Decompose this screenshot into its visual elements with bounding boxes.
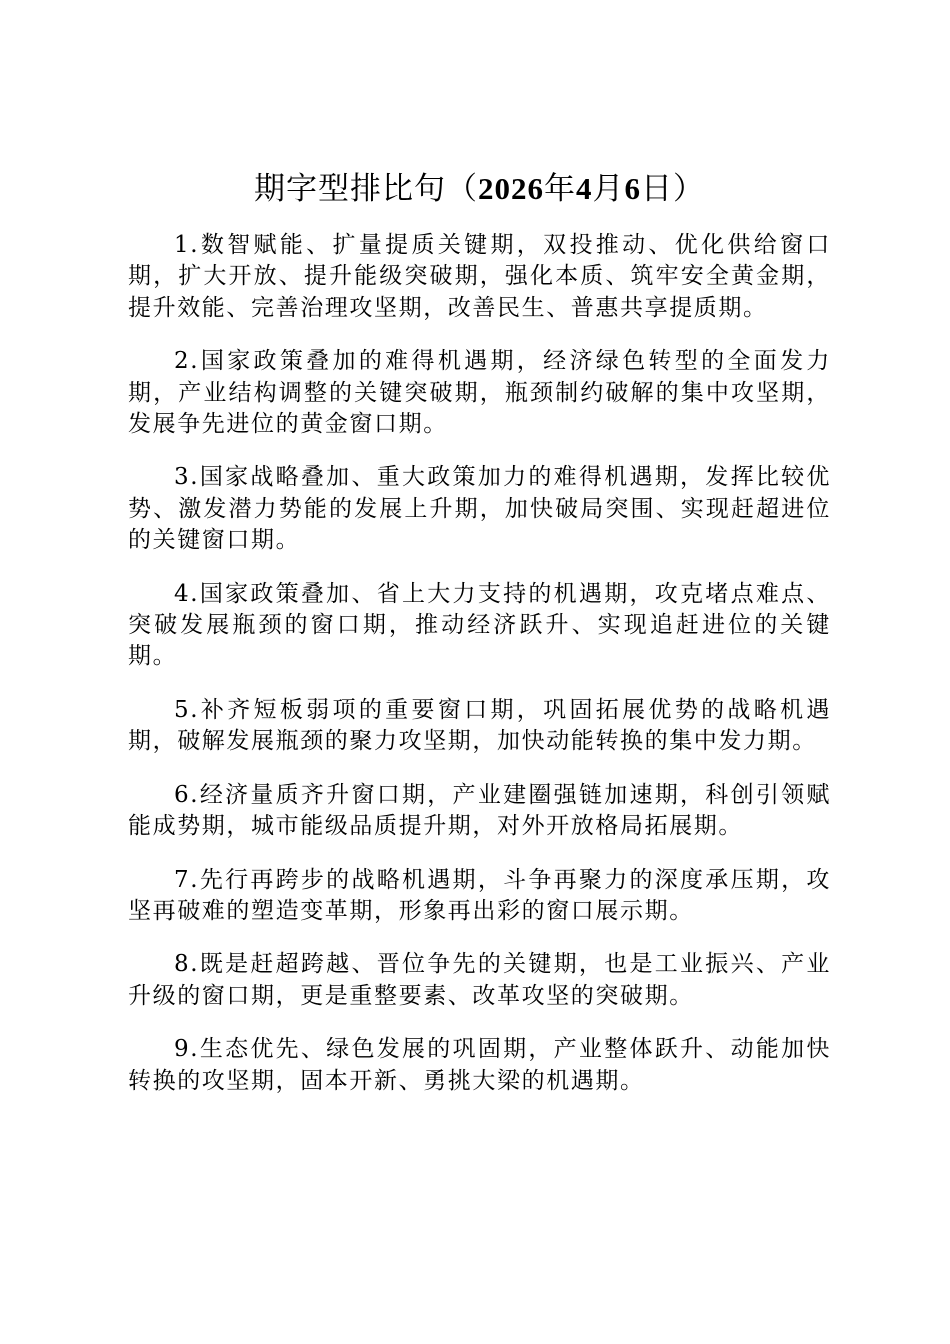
- paragraph-1: 1.数智赋能、扩量提质关键期，双投推动、优化供给窗口期，扩大开放、提升能级突破期，强化本质、筑牢安全黄金期，提升效能、完善治理攻坚期，改善民生、普惠共享提质期。: [128, 232, 831, 321]
- title-suffix: 日）: [641, 171, 705, 207]
- paragraph-2: 2.国家政策叠加的难得机遇期，经济绿色转型的全面发力期，产业结构调整的关键突破期，瓶颈制约破解的集中攻坚期，发展争先进位的黄金窗口期。: [128, 348, 831, 438]
- paragraph-6: 6.经济量质齐升窗口期，产业建圈强链加速期，科创引领赋能成势期，城市能级品质提升期，对外开放格局拓展期。: [128, 781, 831, 840]
- paragraph-9: 9.生态优先、绿色发展的巩固期，产业整体跃升、动能加快转换的攻坚期，固本开新、勇挑大梁的机遇期。: [128, 1036, 831, 1094]
- paragraph-8: 8.既是赶超跨越、晋位争先的关键期，也是工业振兴、产业升级的窗口期，更是重整要素、改革攻坚的突破期。: [128, 951, 831, 1009]
- paragraph-4: 4.国家政策叠加、省上大力支持的机遇期，攻克堵点难点、突破发展瓶颈的窗口期，推动经济跃升、实现追赶进位的关键期。: [128, 580, 831, 670]
- title-prefix: 期字型排比句（: [254, 171, 478, 207]
- paragraph-7: 7.先行再跨步的战略机遇期，斗争再聚力的深度承压期，攻坚再破难的塑造变革期，形象再出彩的窗口展示期。: [128, 866, 831, 924]
- document-title: [128, 165, 831, 213]
- title-month: 4: [576, 171, 593, 206]
- title-year: 2026: [478, 171, 544, 206]
- title-year-unit: 年: [544, 171, 576, 207]
- paragraph-5: 5.补齐短板弱项的重要窗口期，巩固拓展优势的战略机遇期，破解发展瓶颈的聚力攻坚期，加快动能转换的集中发力期。: [128, 696, 831, 755]
- paragraph-3: 3.国家战略叠加、重大政策加力的难得机遇期，发挥比较优势、激发潜力势能的发展上升期，加快破局突围、实现赶超进位的关键窗口期。: [128, 464, 831, 554]
- title-month-unit: 月: [592, 171, 625, 207]
- document-page: [128, 165, 831, 1119]
- title-day: 6: [624, 171, 641, 206]
